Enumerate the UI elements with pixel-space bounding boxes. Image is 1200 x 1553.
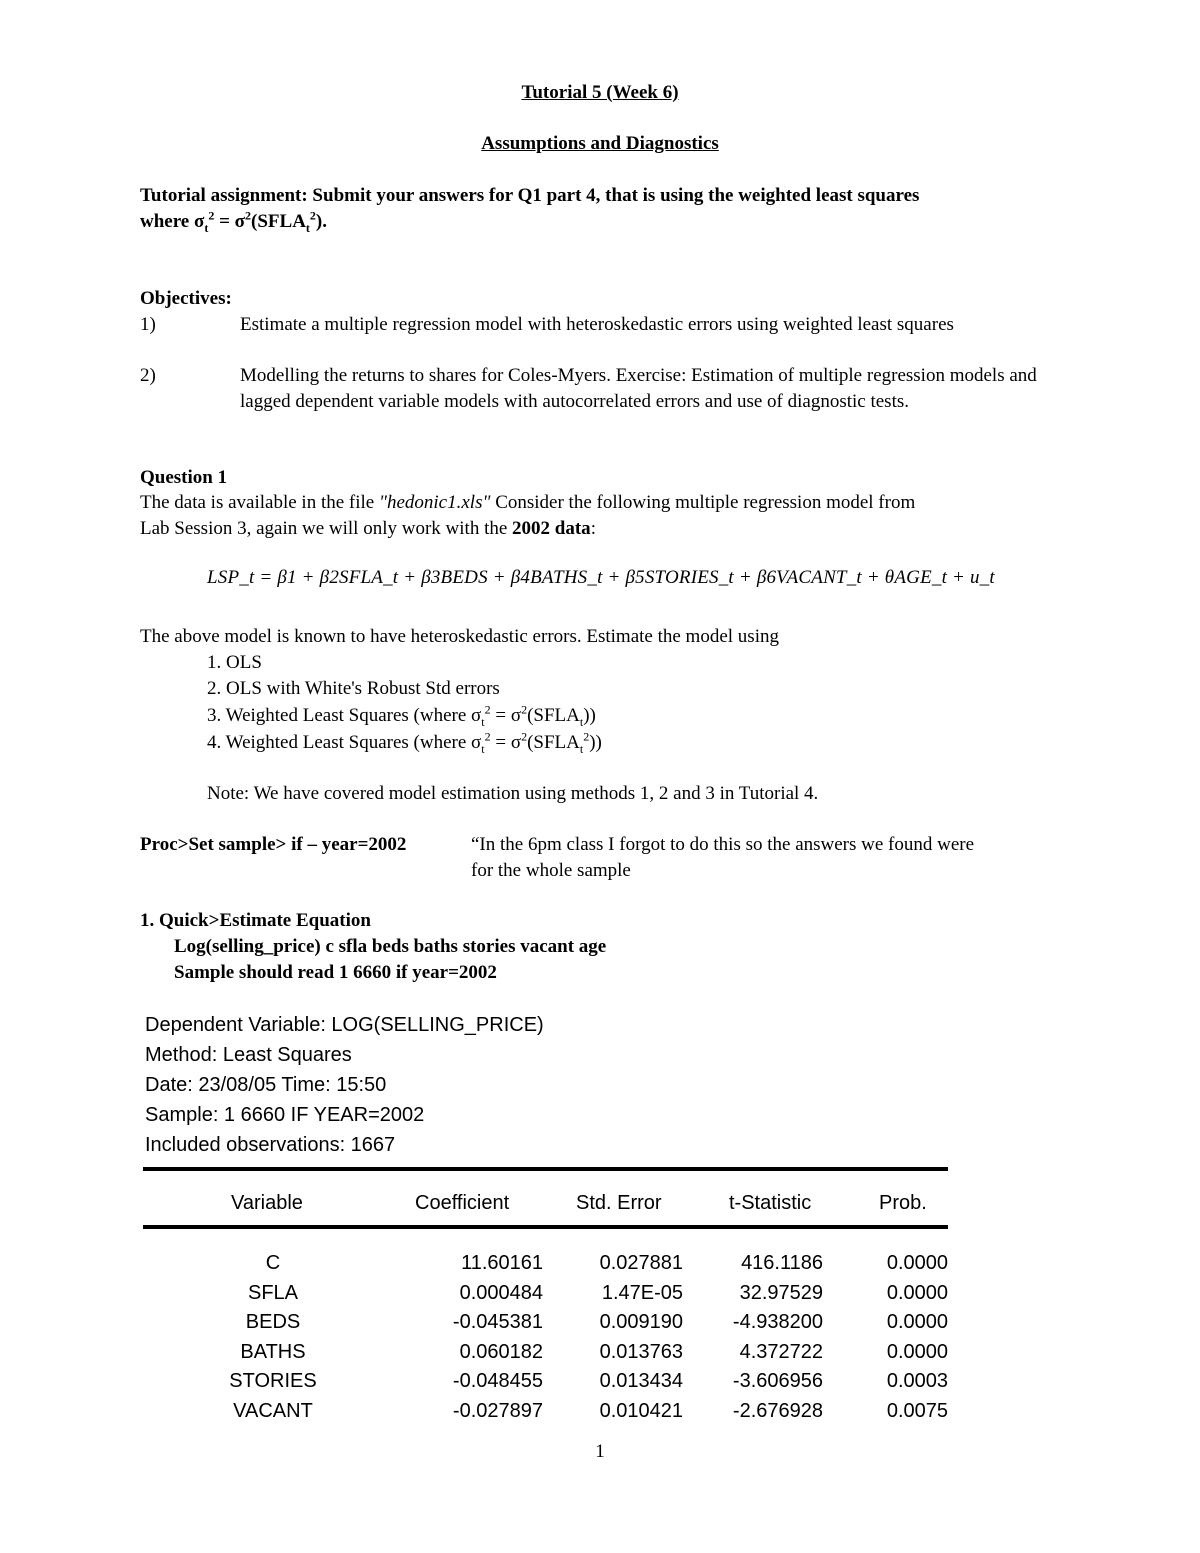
included-observations: Included observations: 1667: [145, 1134, 396, 1156]
step-1-line-1: 1. Quick>Estimate Equation: [140, 910, 371, 931]
objective-number: 1): [140, 314, 156, 335]
subscript-t: t: [204, 220, 209, 235]
cell-t-statistic: 416.1186: [741, 1252, 823, 1274]
cell-variable: SFLA: [247, 1281, 299, 1304]
intro-text: :: [590, 518, 596, 539]
cell-std-error: 0.013434: [599, 1370, 683, 1392]
cell-variable: C: [265, 1252, 281, 1274]
objective-text: Estimate a multiple regression model with heteroskedastic errors using weighted least squares: [240, 314, 954, 335]
superscript-2: 2: [484, 729, 491, 744]
step-1-line-2: Log(selling_price) c sfla beds baths stories vacant age: [174, 936, 607, 957]
cell-std-error: 0.013763: [599, 1340, 683, 1363]
superscript-2: 2: [521, 702, 528, 717]
equals-sign: =: [219, 211, 230, 232]
heteroskedastic-text: The above model is known to have heteroskedastic errors. Estimate the model using: [140, 626, 779, 647]
cell-prob: 0.0000: [886, 1340, 948, 1363]
table-row: [143, 1249, 948, 1279]
intro-text: The data is available in the file: [140, 492, 379, 513]
table-top-rule: [143, 1167, 948, 1171]
data-year: 2002 data: [512, 518, 591, 539]
cell-std-error: 0.010421: [599, 1399, 683, 1422]
intro-text: Lab Session 3, again we will only work with the: [140, 518, 513, 539]
cell-variable: BATHS: [240, 1340, 306, 1363]
subscript-t: t: [579, 741, 584, 756]
note-text: Note: We have covered model estimation using methods 1, 2 and 3 in Tutorial 4.: [207, 783, 819, 804]
cell-prob: 0.0000: [886, 1252, 948, 1274]
subscript-t: t: [481, 741, 485, 756]
subscript-t: t: [305, 220, 310, 235]
sigma-symbol: σ: [194, 211, 205, 232]
table-row: [143, 1367, 948, 1397]
cell-t-statistic: 4.372722: [739, 1340, 823, 1363]
page-subtitle: Assumptions and Diagnostics: [481, 133, 719, 154]
objective-number: 2): [140, 365, 156, 386]
close-paren: ).: [315, 211, 327, 232]
method-text: 3. Weighted Least Squares (where σ: [207, 705, 482, 726]
cell-t-statistic: -4.938200: [732, 1311, 823, 1333]
table-row: [143, 1397, 948, 1427]
superscript-2: 2: [484, 702, 491, 717]
intro-text: Consider the following multiple regression model from: [490, 492, 916, 513]
dependent-variable: Dependent Variable: LOG(SELLING_PRICE): [145, 1014, 544, 1036]
cell-prob: 0.0003: [886, 1370, 948, 1392]
cell-prob: 0.0000: [886, 1311, 948, 1333]
superscript-2: 2: [583, 729, 590, 744]
estimation-sample: Sample: 1 6660 IF YEAR=2002: [145, 1104, 425, 1126]
cell-coefficient: 0.000484: [459, 1281, 543, 1304]
method-text: = σ: [490, 705, 522, 726]
cell-coefficient: 0.060182: [459, 1340, 543, 1363]
regression-equation: [207, 565, 995, 591]
cell-std-error: 0.027881: [599, 1252, 683, 1274]
cell-coefficient: 11.60161: [461, 1252, 543, 1274]
method-text: )): [589, 732, 602, 753]
method-text: 4. Weighted Least Squares (where σ: [207, 732, 482, 753]
header-std-error: Std. Error: [576, 1192, 662, 1214]
cell-prob: 0.0075: [886, 1399, 948, 1422]
cell-variable: STORIES: [229, 1370, 317, 1392]
cell-t-statistic: -3.606956: [732, 1370, 823, 1392]
sigma-symbol: σ: [234, 211, 246, 232]
cell-t-statistic: 32.97529: [739, 1281, 823, 1304]
method-text: (SFLA: [527, 732, 580, 753]
superscript-2: 2: [309, 208, 316, 223]
cell-variable: BEDS: [245, 1311, 301, 1333]
method-item: 1. OLS: [207, 652, 262, 673]
method-text: )): [583, 705, 596, 726]
header-prob: Prob.: [879, 1192, 927, 1214]
cell-std-error: 1.47E-05: [601, 1281, 683, 1304]
superscript-2: 2: [208, 208, 215, 223]
proc-command: Proc>Set sample> if – year=2002: [140, 834, 407, 855]
regression-results-table: [143, 1249, 948, 1426]
file-name: "hedonic1.xls": [378, 492, 491, 513]
subscript-t: t: [481, 714, 485, 729]
cell-std-error: 0.009190: [599, 1311, 683, 1333]
question-1-heading: Question 1: [140, 467, 228, 488]
table-row: [143, 1308, 948, 1338]
cell-prob: 0.0000: [886, 1281, 948, 1304]
method-text: = σ: [490, 732, 522, 753]
sfla-text: (SFLA: [251, 211, 306, 232]
proc-remark-line-2: for the whole sample: [471, 860, 631, 881]
method-item: [207, 730, 602, 756]
table-row: [143, 1279, 948, 1309]
superscript-2: 2: [521, 729, 528, 744]
header-t-statistic: t-Statistic: [729, 1192, 812, 1214]
cell-coefficient: -0.048455: [452, 1370, 543, 1392]
method-item: 2. OLS with White's Robust Std errors: [207, 678, 500, 699]
objectives-heading: Objectives:: [140, 288, 232, 309]
cell-variable: VACANT: [233, 1399, 313, 1422]
objective-text: Modelling the returns to shares for Coles-Myers. Exercise: Estimation of multiple regression models and lagged dependent variable models with autocorrelated errors and use of diagnostic tests.: [240, 365, 1037, 412]
header-variable: Variable: [231, 1192, 303, 1214]
cell-coefficient: -0.045381: [452, 1311, 543, 1333]
header-coefficient: Coefficient: [415, 1192, 510, 1214]
method-text: (SFLA: [527, 705, 580, 726]
proc-remark-line-1: “In the 6pm class I forgot to do this so the answers we found were: [471, 834, 975, 855]
assignment-line-2: [140, 209, 327, 235]
cell-coefficient: -0.027897: [452, 1399, 543, 1422]
page-title: Tutorial 5 (Week 6): [521, 82, 679, 103]
assignment-line-1: Tutorial assignment: Submit your answers for Q1 part 4, that is using the weighted least squares: [140, 185, 920, 206]
estimation-date: Date: 23/08/05 Time: 15:50: [145, 1074, 387, 1096]
superscript-2: 2: [245, 208, 252, 223]
question-1-intro-line-1: [140, 490, 915, 516]
page-number: 1: [595, 1441, 605, 1462]
subscript-t: t: [579, 714, 584, 729]
method-item: [207, 703, 596, 729]
question-1-intro-line-2: [140, 516, 596, 542]
estimation-method: Method: Least Squares: [145, 1044, 352, 1066]
cell-t-statistic: -2.676928: [732, 1399, 823, 1422]
assignment-where: where: [140, 211, 190, 232]
table-row: [143, 1338, 948, 1368]
table-header-rule: [143, 1225, 948, 1229]
step-1-line-3: Sample should read 1 6660 if year=2002: [174, 962, 497, 983]
equation-text: LSP_t = β1 + β2SFLA_t + β3BEDS + β4BATHS_t + β5STORIES_t + β6VACANT_t + θAGE_t + u_t: [207, 567, 995, 588]
